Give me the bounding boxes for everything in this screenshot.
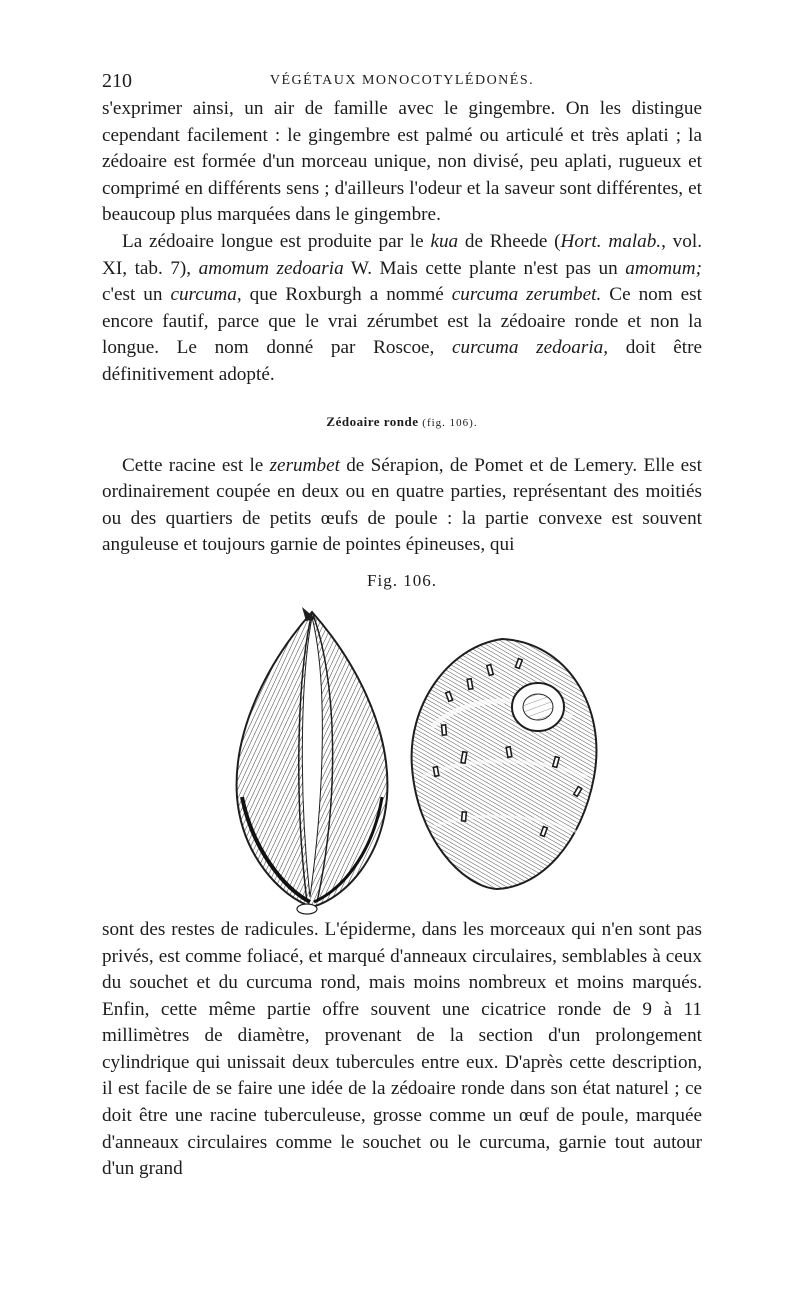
section-figure-reference: (fig. 106). [422, 416, 478, 429]
figure-illustration [102, 597, 702, 917]
section-heading [102, 414, 702, 430]
page-header [102, 70, 702, 96]
paragraph-1: s'exprimer ainsi, un air de famille avec le gingembre. On les distingue cependant facilement : le gingembre est palmé ou articulé et très aplati ; la zédoaire est formée d'un morceau unique, non divisé, peu aplati, rugueux et comprimé en différents sens ; d'ailleurs l'odeur et la saveur sont différentes, et beaucoup plus marquées dans le gingembre. [102, 98, 702, 226]
paragraph-4: sont des restes de radicules. L'épiderme, dans les morceaux qui n'en sont pas privés, est comme foliacé, et marqué d'anneaux circulaires, semblables à ceux du souchet et du curcuma rond, mais moins nombreux et moins marqués. Enfin, cette même partie offre souvent une cicatrice ronde de 9 à 11 millimètres de diamètre, provenant de la section d'un prolongement cylindrique qui unissait deux tubercules entre eux. D'après cette description, il est facile de se faire une idée de la zédoaire ronde dans son état naturel ; ce doit être une racine tuberculeuse, grosse comme un œuf de poule, marquée d'anneaux circulaires comme le souchet ou le curcuma, garnie tout autour d'un grand [102, 918, 702, 1180]
round-tuber-icon [412, 639, 597, 889]
halved-tuber-icon [237, 607, 388, 914]
section-title: Zédoaire ronde [326, 413, 419, 429]
paragraph-2: La zédoaire longue est produite par le kua de Rheede (Hort. malab., vol. XI, tab. 7), amomum zedoaria W. Mais cette plante n'est pas un amomum; c'est un curcuma, que Roxburgh a nommé curcuma zerumbet. Ce nom est encore fautif, parce que le vrai zérumbet est la zédoaire ronde et non la longue. Le nom donné par Roscoe, curcuma zedoaria, doit être définitivement adopté. [102, 230, 702, 385]
running-head: VÉGÉTAUX MONOCOTYLÉDONÉS. [269, 73, 535, 88]
paragraph-3: Cette racine est le zerumbet de Sérapion, de Pomet et de Lemery. Elle est ordinairement coupée en deux ou en quatre parties, représentant des moitiés ou des quartiers de petits œufs de poule : la partie convexe est souvent anguleuse et toujours garnie de pointes épineuses, qui [102, 454, 702, 556]
figure-106 [102, 597, 702, 917]
figure-caption: Fig. 106. [367, 570, 437, 590]
page [102, 70, 702, 1183]
page-number: 210 [102, 70, 132, 92]
